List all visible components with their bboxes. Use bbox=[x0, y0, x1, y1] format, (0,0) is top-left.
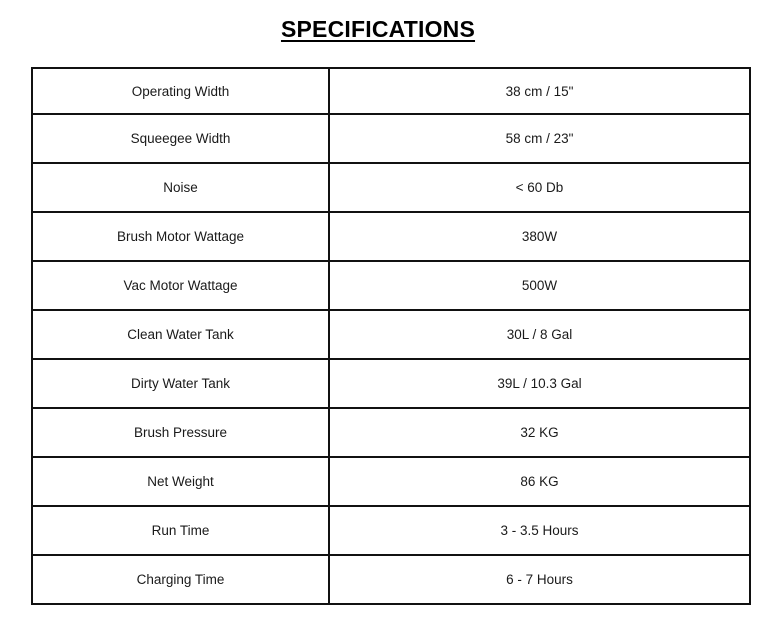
spec-value: 39L / 10.3 Gal bbox=[329, 359, 750, 408]
spec-label: Clean Water Tank bbox=[32, 310, 329, 359]
spec-value: < 60 Db bbox=[329, 163, 750, 212]
page-title: SPECIFICATIONS bbox=[280, 16, 476, 42]
spec-label: Vac Motor Wattage bbox=[32, 261, 329, 310]
table-row bbox=[32, 261, 750, 310]
spec-label: Squeegee Width bbox=[32, 114, 329, 163]
spec-label: Brush Pressure bbox=[32, 408, 329, 457]
table-row bbox=[32, 359, 750, 408]
table-row bbox=[32, 457, 750, 506]
spec-value: 38 cm / 15" bbox=[329, 68, 750, 114]
table-row bbox=[32, 163, 750, 212]
table-row bbox=[32, 212, 750, 261]
spec-label: Operating Width bbox=[32, 68, 329, 114]
table-row bbox=[32, 506, 750, 555]
table-row bbox=[32, 555, 750, 604]
table-row bbox=[32, 310, 750, 359]
spec-value: 380W bbox=[329, 212, 750, 261]
spec-value: 500W bbox=[329, 261, 750, 310]
spec-label: Charging Time bbox=[32, 555, 329, 604]
spec-label: Dirty Water Tank bbox=[32, 359, 329, 408]
table-row bbox=[32, 408, 750, 457]
spec-label: Run Time bbox=[32, 506, 329, 555]
spec-value: 6 - 7 Hours bbox=[329, 555, 750, 604]
table-row bbox=[32, 114, 750, 163]
specifications-table bbox=[31, 67, 751, 605]
spec-label: Brush Motor Wattage bbox=[32, 212, 329, 261]
spec-label: Net Weight bbox=[32, 457, 329, 506]
spec-value: 3 - 3.5 Hours bbox=[329, 506, 750, 555]
table-row bbox=[32, 68, 750, 114]
spec-label: Noise bbox=[32, 163, 329, 212]
spec-value: 58 cm / 23" bbox=[329, 114, 750, 163]
spec-value: 86 KG bbox=[329, 457, 750, 506]
spec-value: 32 KG bbox=[329, 408, 750, 457]
spec-value: 30L / 8 Gal bbox=[329, 310, 750, 359]
